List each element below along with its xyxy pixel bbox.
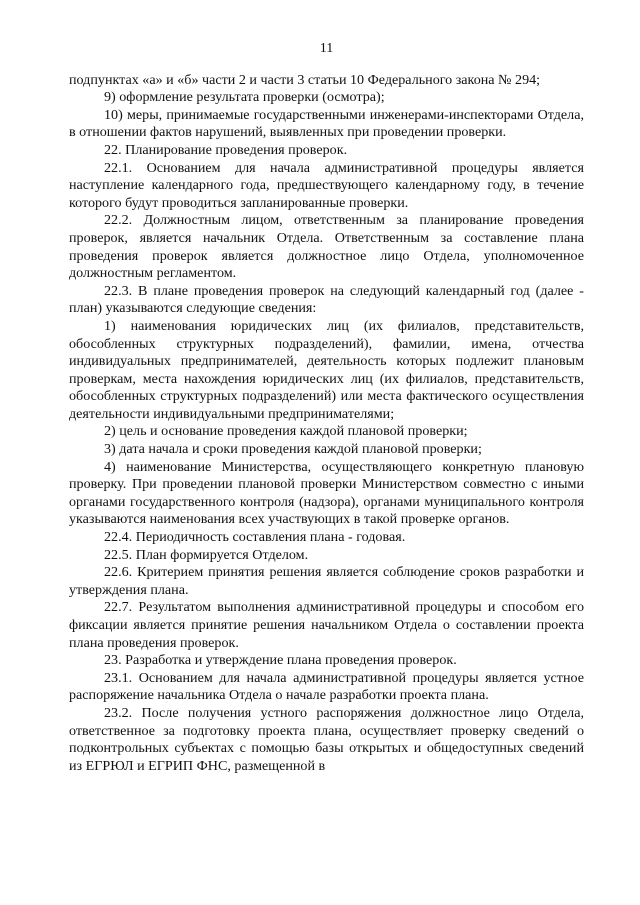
paragraph: 23. Разработка и утверждение плана проведения проверок. [104, 652, 457, 669]
paragraph: 22.6. Критерием принятия решения является соблюдение сроков разработки и утверждения плана. [69, 564, 584, 598]
paragraph: 22.3. В плане проведения проверок на следующий календарный год (далее - план) указываются следующие сведения: [69, 282, 584, 317]
paragraph: 22.5. План формируется Отделом. [104, 546, 309, 563]
document-body [69, 72, 584, 776]
paragraph: 22.7. Результатом выполнения административной процедуры и способом его фиксации является принятие решения начальником Отдела о составлении проекта плана проведения проверок. [69, 599, 584, 651]
paragraph: 22.4. Периодичность составления плана - годовая. [104, 529, 406, 546]
paragraph: 9) оформление результата проверки (осмотра); [104, 89, 385, 106]
paragraph: 22. Планирование проведения проверок. [104, 141, 348, 158]
paragraph: 3) дата начала и сроки проведения каждой плановой проверки; [104, 441, 482, 458]
paragraph: 2) цель и основание проведения каждой плановой проверки; [104, 423, 468, 440]
paragraph: 10) меры, принимаемые государственными инженерами-инспекторами Отдела, в отношении фактов нарушений, выявленных при проведении проверки. [69, 106, 584, 141]
page-number: 11 [319, 40, 334, 56]
paragraph: 22.1. Основанием для начала административной процедуры является наступление календарного года, предшествующего календарному году, в течение которого будут проводиться запланированные проверки. [69, 159, 584, 211]
paragraph: 23.1. Основанием для начала административной процедуры является устное распоряжение начальника Отдела о начале разработки проекта плана. [69, 669, 584, 704]
paragraph: подпунктах «а» и «б» части 2 и части 3 статьи 10 Федерального закона № 294; [69, 71, 541, 88]
paragraph: 23.2. После получения устного распоряжения должностное лицо Отдела, ответственное за подготовку проекта плана, осуществляет проверку сведений о подконтрольных субъектах с помощью базы открытых и общедоступных сведений из ЕГРЮЛ и ЕГРИП ФНС, размещенной в [69, 704, 584, 774]
paragraph: 4) наименование Министерства, осуществляющего конкретную плановую проверку. При проведении плановой проверки Министерством совместно с иными органами государственного контроля (надзора), органами муниципального контроля указываются наименования всех участвующих в такой проверке органов. [69, 458, 584, 528]
paragraph: 22.2. Должностным лицом, ответственным за планирование проведения проверок, является начальник Отдела. Ответственным за составление плана проведения проверок является должностное лицо Отдела, уполномоченное должностным регламентом. [69, 212, 584, 282]
paragraph: 1) наименования юридических лиц (их филиалов, представительств, обособленных структурных подразделений), фамилии, имена, отчества индивидуальных предпринимателей, деятельность которых подлежит плановым проверкам, места нахождения юридических лиц (их филиалов, представительств, обособленных структурных подразделений) или места фактического осуществления деятельности индивидуальными предпринимателями; [69, 317, 584, 422]
